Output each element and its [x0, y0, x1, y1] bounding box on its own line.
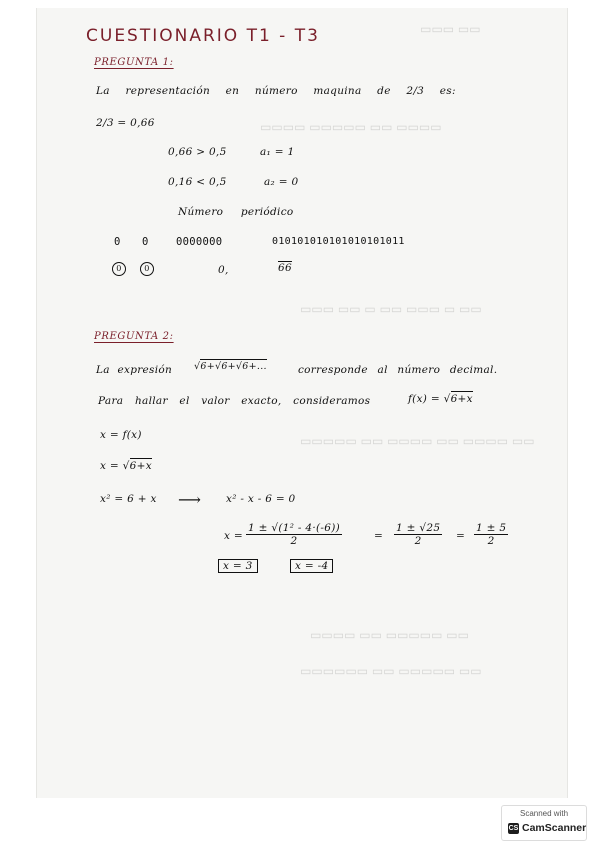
decimal-part: 0, [218, 264, 229, 276]
final-fraction [474, 522, 508, 547]
equation-squared: x² = 6 + x [100, 493, 157, 505]
circled-digit-1 [112, 262, 126, 276]
comparison-row-2: 0,16 < 0,5 [168, 176, 227, 188]
simplified-fraction [394, 522, 442, 547]
exact-value-line: Para hallar el valor exacto, consideramos [98, 395, 371, 407]
solution-1-value: x = 3 [218, 559, 258, 573]
periodic-label: Número periódico [178, 206, 294, 218]
comparison-row-1: 0,66 > 0,5 [168, 146, 227, 158]
equation-substitution-radicand: 6+x [129, 460, 152, 472]
sign-bit: 0 [114, 236, 121, 248]
fraction-to-decimal-text: 2/3 = 0,66 [96, 117, 155, 129]
simplified-fraction-denominator: 2 [414, 535, 422, 547]
bleed-through-text: ▭▭▭▭ ▭▭ ▭▭▭▭▭ ▭▭▭▭ [260, 120, 442, 134]
solution-2 [290, 560, 333, 572]
equation-substitution-lhs: x = [100, 460, 119, 472]
function-lhs: f(x) = [408, 393, 440, 405]
repeating-66 [278, 262, 292, 274]
function-radicand: 6+x [450, 393, 473, 405]
solution-2-value: x = -4 [290, 559, 333, 573]
quadratic-formula-numerator: 1 ± √(1² - 4·(-6)) [248, 522, 340, 534]
question-1-heading: PREGUNTA 1: [94, 57, 174, 68]
mantissa-bits: 010101010101010101011 [272, 236, 405, 247]
circled-digit-2-value: 0 [140, 262, 154, 276]
equation-substitution: x = √6+x [100, 460, 152, 472]
quadratic-equation: x² - x - 6 = 0 [226, 493, 296, 505]
equals-sign: = [374, 530, 384, 542]
exponent-bits: 0000000 [176, 236, 223, 248]
circled-digit-1-value: 0 [112, 262, 126, 276]
repeating-66-value: 66 [278, 262, 292, 274]
quadratic-formula [246, 522, 342, 547]
nested-radical: √6+√6+√6+... [194, 361, 267, 372]
watermark-brand: CamScanner [522, 822, 587, 834]
fraction-to-decimal [96, 117, 155, 129]
function-definition: f(x) = √6+x [408, 393, 473, 405]
equation-fixed-point: x = f(x) [100, 429, 142, 441]
x-equals-label: x = [224, 530, 243, 542]
question-2-heading: PREGUNTA 2: [94, 331, 174, 342]
bleed-through-text: ▭▭ ▭▭▭ [420, 22, 481, 36]
expression-label: La expresión [96, 364, 173, 376]
solution-1 [218, 560, 258, 572]
circled-digit-2 [140, 262, 154, 276]
final-fraction-denominator: 2 [487, 535, 495, 547]
bit-a2: a₂ = 0 [264, 176, 299, 188]
bleed-through-text: ▭▭ ▭ ▭▭▭ ▭▭ ▭ ▭▭ ▭▭▭ [300, 302, 482, 316]
bleed-through-text: ▭▭ ▭▭▭▭▭ ▭▭ ▭▭▭▭ [310, 628, 469, 642]
bleed-through-text: ▭▭ ▭▭▭▭ ▭▭ ▭▭▭▭ ▭▭ ▭▭▭▭▭ [300, 434, 535, 448]
bleed-through-text: ▭▭ ▭▭▭▭▭ ▭▭ ▭▭▭▭▭▭ [300, 664, 482, 678]
equals-sign-2: = [456, 530, 466, 542]
nested-radical-value: 6+√6+√6+... [200, 361, 267, 372]
camscanner-watermark [501, 805, 587, 841]
final-fraction-numerator: 1 ± 5 [476, 522, 507, 534]
question-1-statement: La representación en número maquina de 2/3 es: [96, 85, 456, 97]
expression-rest: corresponde al número decimal. [298, 364, 498, 376]
bit-a1: a₁ = 1 [260, 146, 295, 158]
simplified-fraction-numerator: 1 ± √25 [396, 522, 441, 534]
page-title: CUESTIONARIO T1 - T3 [86, 26, 320, 46]
arrow-icon: ⟶ [178, 490, 202, 509]
quadratic-formula-denominator: 2 [290, 535, 298, 547]
camscanner-logo-icon: CS [508, 825, 519, 832]
exponent-bit: 0 [142, 236, 149, 248]
watermark-caption: Scanned with [519, 809, 569, 818]
